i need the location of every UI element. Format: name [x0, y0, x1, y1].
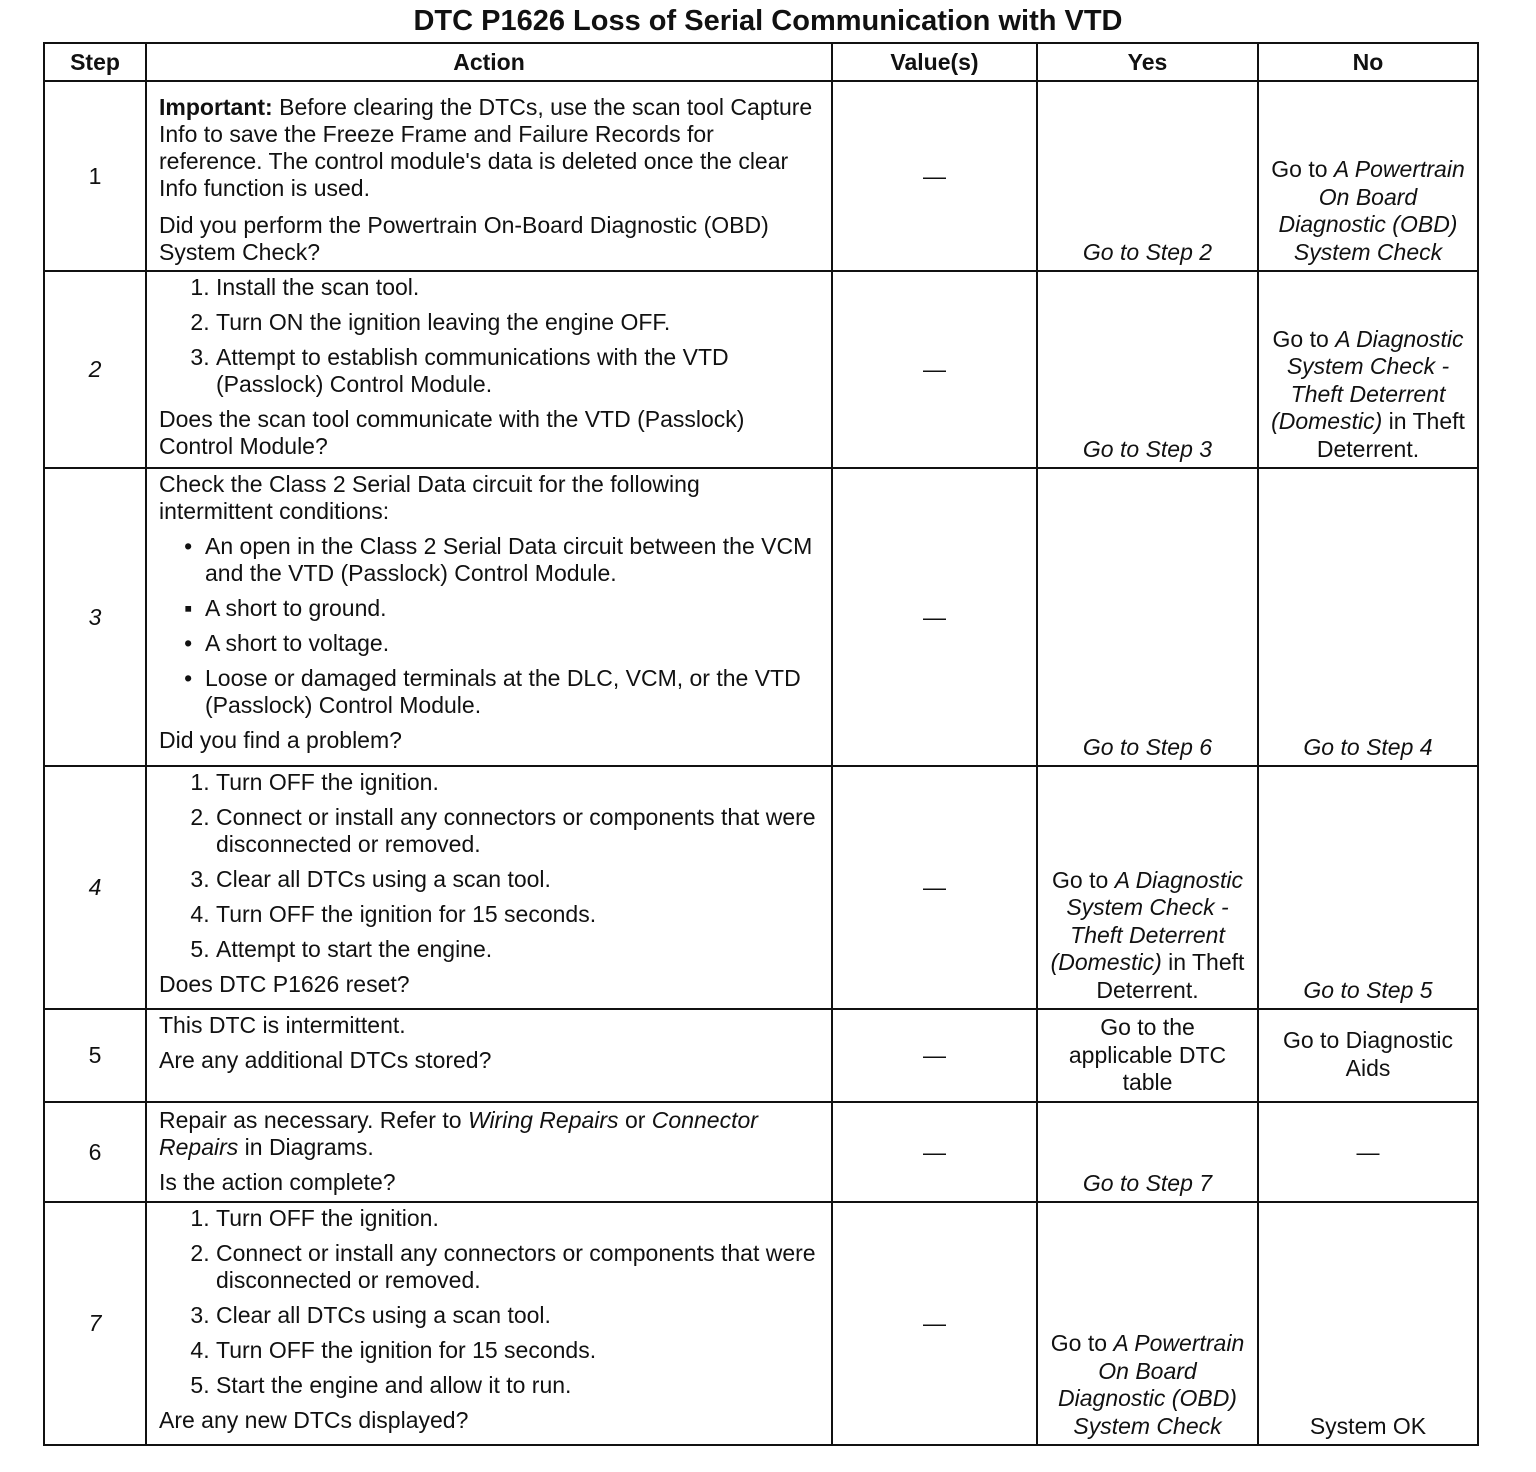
no-lead: Go to [1271, 156, 1334, 182]
value-cell: — [832, 1009, 1037, 1102]
connector-repairs-ref: Connector Repairs [159, 1107, 758, 1160]
header-row [44, 43, 1478, 81]
header-value: Value(s) [832, 43, 1037, 81]
yes-ref: A Powertrain On Board Diagnostic (OBD) System Check [1058, 1330, 1245, 1439]
list-item: 2. Connect or install any connectors or components that were disconnected or removed. [190, 804, 816, 857]
value-cell: — [832, 1102, 1037, 1202]
table-row-step-1 [44, 81, 1478, 271]
important-text: Before clearing the DTCs, use the scan tool Capture Info to save the Freeze Frame and Failure Records for reference. The control module's data is deleted once the clear Info function is used. [159, 94, 813, 201]
action-question: Is the action complete? [159, 1169, 396, 1195]
table-row-step-4 [44, 766, 1478, 1009]
no-ref: A Diagnostic System Check - Theft Deterrent (Domestic) [1271, 325, 1464, 434]
list-item: 2. Turn ON the ignition leaving the engine OFF. [190, 309, 671, 335]
bullet-list [159, 533, 819, 719]
page-title: DTC P1626 Loss of Serial Communication with VTD [413, 5, 1123, 37]
no-cell: Go to Step 5 [1258, 766, 1478, 1009]
table-row-step-3 [44, 468, 1478, 766]
step-number: 6 [44, 1102, 146, 1202]
yes-cell [1037, 1202, 1258, 1445]
no-lead: Go to [1272, 325, 1336, 352]
value-cell: — [832, 1202, 1037, 1445]
action-question: Did you perform the Powertrain On-Board Diagnostic (OBD) System Check? [159, 212, 769, 265]
no-cell: — [1258, 1102, 1478, 1202]
list-item: 5. Start the engine and allow it to run. [190, 1372, 572, 1398]
value-cell: — [832, 468, 1037, 766]
step-number: 7 [44, 1202, 146, 1445]
list-item: 3. Clear all DTCs using a scan tool. [190, 1302, 551, 1328]
list-item: • A short to voltage. [184, 630, 390, 656]
list-item: 4. Turn OFF the ignition for 15 seconds. [190, 901, 597, 927]
list-item: ▪ A short to ground. [184, 595, 387, 621]
important-label: Important: [159, 94, 273, 120]
list-item: 2. Connect or install any connectors or components that were disconnected or removed. [190, 1240, 816, 1293]
value-cell: — [832, 81, 1037, 271]
value-cell: — [832, 766, 1037, 1009]
header-no: No [1258, 43, 1478, 81]
yes-cell: Go to Step 7 [1037, 1102, 1258, 1202]
header-step: Step [44, 43, 146, 81]
action-intro: This DTC is intermittent. [159, 1012, 406, 1038]
list-item: 5. Attempt to start the engine. [190, 936, 493, 962]
numbered-list [159, 274, 819, 398]
action-intro: Check the Class 2 Serial Data circuit for the following intermittent conditions: [159, 471, 700, 524]
numbered-list [159, 769, 819, 963]
step-number: 4 [44, 766, 146, 1009]
yes-tail: in Theft Deterrent. [1096, 949, 1245, 1003]
table-row-step-7 [44, 1202, 1478, 1445]
action-cell [146, 1009, 832, 1102]
action-cell [146, 81, 832, 271]
table-row-step-2 [44, 271, 1478, 468]
no-cell [1258, 271, 1478, 468]
list-item: • An open in the Class 2 Serial Data circuit between the VCM and the VTD (Passlock) Control Module. [184, 533, 813, 586]
no-cell: System OK [1258, 1202, 1478, 1445]
no-ref: A Powertrain On Board Diagnostic (OBD) System Check [1278, 156, 1465, 265]
value-cell: — [832, 271, 1037, 468]
action-text: Repair as necessary. Refer to Wiring Repairs or Connector Repairs in Diagrams. [159, 1107, 758, 1160]
wiring-repairs-ref: Wiring Repairs [467, 1107, 619, 1133]
no-cell: Go to Step 4 [1258, 468, 1478, 766]
table-row-step-5 [44, 1009, 1478, 1102]
list-item: 4. Turn OFF the ignition for 15 seconds. [190, 1337, 597, 1363]
important-note [159, 94, 819, 202]
yes-cell [1037, 766, 1258, 1009]
action-question: Does DTC P1626 reset? [159, 971, 410, 997]
action-cell [146, 468, 832, 766]
action-cell [146, 1202, 832, 1445]
no-cell [1258, 81, 1478, 271]
yes-ref: A Diagnostic System Check - Theft Deterrent (Domestic) [1050, 866, 1243, 975]
step-number: 5 [44, 1009, 146, 1102]
table-row-step-6 [44, 1102, 1478, 1202]
list-item: • Loose or damaged terminals at the DLC, VCM, or the VTD (Passlock) Control Module. [184, 665, 801, 718]
yes-cell: Go to Step 6 [1037, 468, 1258, 766]
yes-lead: Go to [1050, 1330, 1114, 1356]
yes-lead: Go to [1052, 866, 1115, 893]
action-question: Are any additional DTCs stored? [159, 1047, 492, 1073]
action-question: Did you find a problem? [159, 727, 402, 753]
action-question: Are any new DTCs displayed? [159, 1407, 469, 1433]
action-cell [146, 271, 832, 468]
yes-cell: Go to Step 2 [1037, 81, 1258, 271]
yes-cell: Go to Step 3 [1037, 271, 1258, 468]
header-yes: Yes [1037, 43, 1258, 81]
action-cell [146, 1102, 832, 1202]
list-item: 1. Install the scan tool. [190, 274, 420, 300]
numbered-list [159, 1205, 819, 1399]
step-number: 1 [44, 81, 146, 271]
list-item: 3. Attempt to establish communications with the VTD (Passlock) Control Module. [190, 344, 729, 397]
no-cell: Go to Diagnostic Aids [1258, 1009, 1478, 1102]
action-question: Does the scan tool communicate with the VTD (Passlock) Control Module? [159, 406, 745, 459]
yes-cell: Go to the applicable DTC table [1037, 1009, 1258, 1102]
step-number: 3 [44, 468, 146, 766]
list-item: 1. Turn OFF the ignition. [190, 1205, 439, 1231]
step-number: 2 [44, 271, 146, 468]
action-cell [146, 766, 832, 1009]
no-tail: in Theft Deterrent. [1316, 408, 1465, 462]
dtc-table [43, 42, 1479, 1446]
list-item: 1. Turn OFF the ignition. [190, 769, 439, 795]
header-action: Action [146, 43, 832, 81]
list-item: 3. Clear all DTCs using a scan tool. [190, 866, 551, 892]
